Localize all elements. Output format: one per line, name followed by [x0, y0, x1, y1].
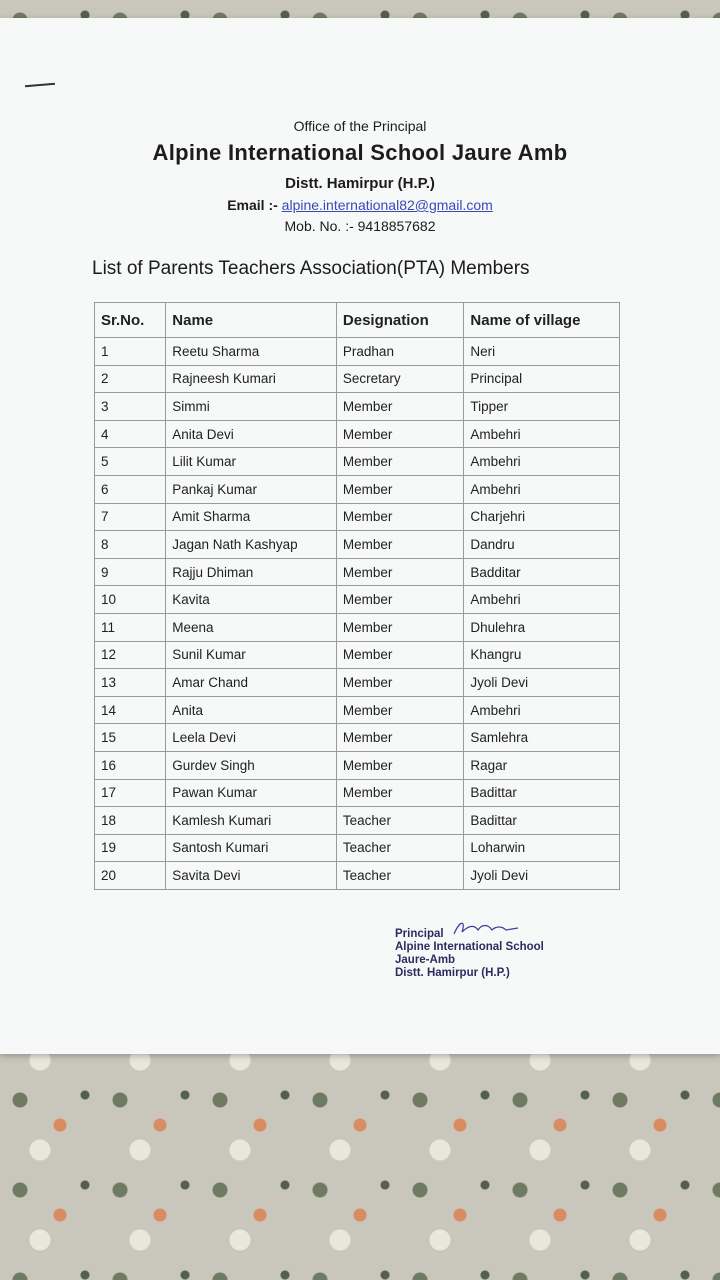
cell-name: Leela Devi	[166, 724, 337, 752]
cell-designation: Teacher	[336, 862, 463, 890]
table-row	[95, 751, 620, 779]
cell-designation: Member	[336, 669, 463, 697]
cell-village: Khangru	[464, 641, 620, 669]
cell-village: Ragar	[464, 751, 620, 779]
principal-stamp	[395, 928, 544, 980]
cell-designation: Member	[336, 420, 463, 448]
cell-srno: 16	[95, 751, 166, 779]
table-row	[95, 475, 620, 503]
cell-village: Ambehri	[464, 420, 620, 448]
table-row	[95, 503, 620, 531]
table-row	[95, 862, 620, 890]
cell-srno: 3	[95, 393, 166, 421]
table-row	[95, 338, 620, 366]
cell-srno: 9	[95, 558, 166, 586]
cell-name: Rajneesh Kumari	[166, 365, 337, 393]
cell-name: Rajju Dhiman	[166, 558, 337, 586]
table-row	[95, 696, 620, 724]
table-body	[95, 338, 620, 890]
cell-designation: Member	[336, 503, 463, 531]
stamp-line-4: Distt. Hamirpur (H.P.)	[395, 967, 510, 979]
table-row	[95, 807, 620, 835]
col-header-srno: Sr.No.	[95, 303, 166, 338]
stamp-line-3: Jaure-Amb	[395, 954, 456, 966]
cell-designation: Member	[336, 475, 463, 503]
cell-srno: 5	[95, 448, 166, 476]
cell-srno: 4	[95, 420, 166, 448]
district-line: Distt. Hamirpur (H.P.)	[285, 175, 435, 192]
cell-srno: 2	[95, 365, 166, 393]
cell-srno: 10	[95, 586, 166, 614]
cell-village: Ambehri	[464, 448, 620, 476]
mobile-line: Mob. No. :- 9418857682	[284, 218, 436, 234]
cell-srno: 7	[95, 503, 166, 531]
email-label: Email :-	[227, 197, 282, 213]
cell-srno: 8	[95, 531, 166, 559]
cell-village: Loharwin	[464, 834, 620, 862]
cell-designation: Member	[336, 641, 463, 669]
cell-srno: 12	[95, 641, 166, 669]
cell-name: Meena	[166, 613, 337, 641]
pta-members-table	[94, 302, 620, 890]
cell-village: Neri	[464, 338, 620, 366]
cell-srno: 6	[95, 475, 166, 503]
cell-srno: 15	[95, 724, 166, 752]
cell-name: Kamlesh Kumari	[166, 807, 337, 835]
cell-srno: 14	[95, 696, 166, 724]
cell-name: Pankaj Kumar	[166, 475, 337, 503]
cell-srno: 18	[95, 807, 166, 835]
cell-designation: Member	[336, 531, 463, 559]
cell-srno: 17	[95, 779, 166, 807]
stamp-line-1: Principal	[395, 928, 444, 940]
email-line	[0, 197, 720, 213]
cell-designation: Teacher	[336, 807, 463, 835]
cell-designation: Member	[336, 586, 463, 614]
cell-name: Anita	[166, 696, 337, 724]
cell-srno: 11	[95, 613, 166, 641]
cell-designation: Member	[336, 448, 463, 476]
cell-designation: Member	[336, 696, 463, 724]
cell-village: Jyoli Devi	[464, 862, 620, 890]
cell-designation: Member	[336, 558, 463, 586]
cell-name: Savita Devi	[166, 862, 337, 890]
cell-name: Anita Devi	[166, 420, 337, 448]
table-row	[95, 669, 620, 697]
cell-srno: 1	[95, 338, 166, 366]
cell-name: Amar Chand	[166, 669, 337, 697]
cell-village: Badittar	[464, 779, 620, 807]
table-row	[95, 613, 620, 641]
cell-name: Santosh Kumari	[166, 834, 337, 862]
cell-name: Gurdev Singh	[166, 751, 337, 779]
cell-designation: Pradhan	[336, 338, 463, 366]
table-row	[95, 641, 620, 669]
cell-designation: Member	[336, 393, 463, 421]
table-row	[95, 393, 620, 421]
table-row	[95, 448, 620, 476]
cell-name: Lilit Kumar	[166, 448, 337, 476]
cell-name: Jagan Nath Kashyap	[166, 531, 337, 559]
cell-village: Tipper	[464, 393, 620, 421]
cell-village: Dandru	[464, 531, 620, 559]
table-row	[95, 558, 620, 586]
list-title: List of Parents Teachers Association(PTA) Members	[92, 258, 530, 279]
col-header-designation: Designation	[336, 303, 463, 338]
cell-village: Samlehra	[464, 724, 620, 752]
cell-designation: Secretary	[336, 365, 463, 393]
cell-srno: 19	[95, 834, 166, 862]
cell-village: Ambehri	[464, 475, 620, 503]
office-line: Office of the Principal	[293, 118, 427, 134]
cell-name: Simmi	[166, 393, 337, 421]
cell-designation: Member	[336, 724, 463, 752]
cell-srno: 13	[95, 669, 166, 697]
cell-designation: Member	[336, 751, 463, 779]
cell-designation: Member	[336, 779, 463, 807]
col-header-village: Name of village	[464, 303, 620, 338]
col-header-name: Name	[166, 303, 337, 338]
school-name: Alpine International School Jaure Amb	[152, 140, 568, 165]
cell-village: Charjehri	[464, 503, 620, 531]
cell-village: Badittar	[464, 807, 620, 835]
table-header-row	[95, 303, 620, 338]
stamp-line-2: Alpine International School	[395, 941, 544, 953]
cell-village: Ambehri	[464, 586, 620, 614]
cell-village: Principal	[464, 365, 620, 393]
cell-name: Amit Sharma	[166, 503, 337, 531]
cell-name: Pawan Kumar	[166, 779, 337, 807]
table-row	[95, 724, 620, 752]
cell-village: Badditar	[464, 558, 620, 586]
cell-village: Jyoli Devi	[464, 669, 620, 697]
table-row	[95, 586, 620, 614]
table-row	[95, 531, 620, 559]
cell-name: Reetu Sharma	[166, 338, 337, 366]
table-row	[95, 779, 620, 807]
cell-designation: Member	[336, 613, 463, 641]
cell-name: Sunil Kumar	[166, 641, 337, 669]
cell-name: Kavita	[166, 586, 337, 614]
cell-village: Dhulehra	[464, 613, 620, 641]
table-row	[95, 365, 620, 393]
table-row	[95, 834, 620, 862]
cell-village: Ambehri	[464, 696, 620, 724]
cell-srno: 20	[95, 862, 166, 890]
cell-designation: Teacher	[336, 834, 463, 862]
email-link[interactable]: alpine.international82@gmail.com	[281, 197, 493, 213]
table-row	[95, 420, 620, 448]
